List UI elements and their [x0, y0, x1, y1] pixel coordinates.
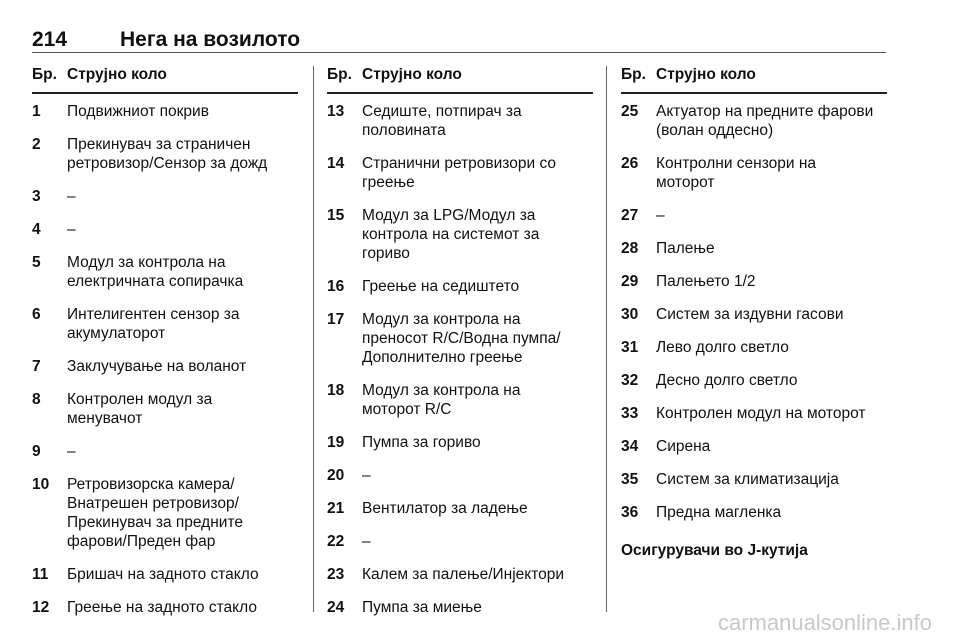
- circuit-description: –: [67, 221, 76, 238]
- page-header: [32, 28, 886, 53]
- circuit-description: Модул за контрола на електричната сопирачка: [67, 254, 244, 290]
- circuit-description: Греење на седиштето: [362, 278, 520, 295]
- fuse-number: 13: [327, 103, 345, 120]
- circuit-description: Предна магленка: [656, 504, 782, 521]
- column-divider: [313, 66, 314, 612]
- circuit-description: Систем за климатизација: [656, 471, 839, 488]
- circuit-description: Седиште, потпирач за половината: [362, 103, 522, 139]
- circuit-description: Вентилатор за ладење: [362, 500, 528, 517]
- fuse-number: 14: [327, 155, 345, 172]
- circuit-description: Модул за контрола на преносот R/C/Водна пумпа/ Дополнително греење: [362, 311, 561, 366]
- section-heading: Осигурувачи во J-кутија: [621, 542, 808, 559]
- circuit-description: Заклучување на воланот: [67, 358, 247, 375]
- table-row: [327, 499, 593, 518]
- table-row: [32, 565, 298, 584]
- fuse-number: 15: [327, 207, 345, 224]
- fuse-number: 23: [327, 566, 345, 583]
- circuit-description: Греење на задното стакло: [67, 599, 257, 616]
- table-row: [621, 470, 887, 489]
- table-row: [32, 357, 298, 376]
- fuse-number: 22: [327, 533, 345, 550]
- fuse-number: 6: [32, 306, 41, 323]
- fuse-number: 26: [621, 155, 639, 172]
- circuit-description: Контролен модул за менувачот: [67, 391, 213, 427]
- fuse-number: 8: [32, 391, 41, 408]
- circuit-description: Палењето 1/2: [656, 273, 756, 290]
- fuse-number: 32: [621, 372, 639, 389]
- table-row: [32, 187, 298, 206]
- circuit-description: Десно долго светло: [656, 372, 798, 389]
- fuse-column-1: [32, 66, 298, 631]
- circuit-description: Модул за LPG/Модул за контрола на системот за гориво: [362, 207, 540, 262]
- header-number-label: Бр.: [327, 66, 352, 83]
- fuse-number: 17: [327, 311, 345, 328]
- table-row: [621, 206, 887, 225]
- fuse-number: 36: [621, 504, 639, 521]
- table-header: [327, 66, 593, 94]
- table-row: [327, 102, 593, 140]
- watermark: carmanualsonline.info: [717, 610, 932, 635]
- table-row: [621, 338, 887, 357]
- circuit-description: Прекинувач за страничен ретровизор/Сензор за дожд: [67, 136, 268, 172]
- fuse-number: 16: [327, 278, 345, 295]
- chapter-title: Нега на возилото: [120, 28, 301, 51]
- fuse-number: 12: [32, 599, 50, 616]
- fuse-number: 31: [621, 339, 639, 356]
- table-row: [327, 565, 593, 584]
- table-row: [32, 390, 298, 428]
- circuit-description: Контролен модул на моторот: [656, 405, 866, 422]
- fuse-number: 1: [32, 103, 41, 120]
- table-row: [327, 277, 593, 296]
- fuse-number: 9: [32, 443, 41, 460]
- fuse-number: 28: [621, 240, 639, 257]
- table-row: [327, 433, 593, 452]
- circuit-description: Подвижниот покрив: [67, 103, 209, 120]
- fuse-number: 11: [32, 566, 49, 583]
- table-row: [32, 253, 298, 291]
- table-row: [32, 475, 298, 551]
- table-row: [327, 381, 593, 419]
- fuse-number: 7: [32, 358, 41, 375]
- header-circuit-label: Струјно коло: [362, 66, 462, 83]
- circuit-description: Бришач на задното стакло: [67, 566, 259, 583]
- circuit-description: Пумпа за миење: [362, 599, 482, 616]
- fuse-column-3: [621, 66, 887, 560]
- table-row: [621, 272, 887, 291]
- table-row: [621, 305, 887, 324]
- fuse-number: 19: [327, 434, 345, 451]
- table-row: [327, 206, 593, 263]
- table-row: [327, 466, 593, 485]
- column-divider: [606, 66, 607, 612]
- table-header: [32, 66, 298, 94]
- fuse-number: 30: [621, 306, 639, 323]
- table-row: [32, 135, 298, 173]
- table-row: [32, 442, 298, 461]
- table-row: [621, 503, 887, 522]
- fuse-number: 5: [32, 254, 41, 271]
- circuit-description: Модул за контрола на моторот R/C: [362, 382, 521, 418]
- circuit-description: –: [362, 533, 371, 550]
- circuit-description: –: [67, 188, 76, 205]
- fuse-number: 3: [32, 188, 41, 205]
- fuse-number: 21: [327, 500, 345, 517]
- table-row: [327, 310, 593, 367]
- table-row: [621, 437, 887, 456]
- header-number-label: Бр.: [621, 66, 646, 83]
- circuit-description: –: [67, 443, 76, 460]
- table-row: [32, 598, 298, 617]
- circuit-description: Актуатор на предните фарови (волан оддесно): [656, 103, 874, 139]
- circuit-description: Калем за палење/Инјектори: [362, 566, 565, 583]
- circuit-description: Систем за издувни гасови: [656, 306, 844, 323]
- circuit-description: Контролни сензори на моторот: [656, 155, 817, 191]
- circuit-description: –: [362, 467, 371, 484]
- fuse-number: 27: [621, 207, 639, 224]
- fuse-number: 4: [32, 221, 41, 238]
- table-row: [327, 598, 593, 617]
- circuit-description: Лево долго светло: [656, 339, 789, 356]
- table-row: [621, 371, 887, 390]
- table-row: [621, 154, 887, 192]
- table-row: [621, 404, 887, 423]
- fuse-number: 33: [621, 405, 639, 422]
- fuse-column-2: [327, 66, 593, 631]
- fuse-number: 29: [621, 273, 639, 290]
- table-row: [621, 102, 887, 140]
- circuit-description: –: [656, 207, 665, 224]
- fuse-number: 20: [327, 467, 345, 484]
- fuse-number: 10: [32, 476, 50, 493]
- circuit-description: Сирена: [656, 438, 711, 455]
- table-row: [327, 154, 593, 192]
- page-number: 214: [32, 28, 68, 51]
- circuit-description: Странични ретровизори со греење: [362, 155, 556, 191]
- circuit-description: Ретровизорска камера/ Внатрешен ретровизор/ Прекинувач за предните фарови/Преден фар: [67, 476, 243, 550]
- table-row: [32, 102, 298, 121]
- circuit-description: Пумпа за гориво: [362, 434, 481, 451]
- fuse-number: 24: [327, 599, 345, 616]
- table-row: [32, 220, 298, 239]
- table-row: [32, 305, 298, 343]
- table-header: [621, 66, 887, 94]
- header-number-label: Бр.: [32, 66, 57, 83]
- fuse-number: 18: [327, 382, 345, 399]
- table-row: [621, 239, 887, 258]
- header-circuit-label: Струјно коло: [656, 66, 756, 83]
- circuit-description: Палење: [656, 240, 715, 257]
- fuse-number: 25: [621, 103, 639, 120]
- fuse-number: 35: [621, 471, 639, 488]
- table-row: [327, 532, 593, 551]
- header-circuit-label: Струјно коло: [67, 66, 167, 83]
- fuse-number: 34: [621, 438, 639, 455]
- circuit-description: Интелигентен сензор за акумулаторот: [67, 306, 240, 342]
- fuse-number: 2: [32, 136, 41, 153]
